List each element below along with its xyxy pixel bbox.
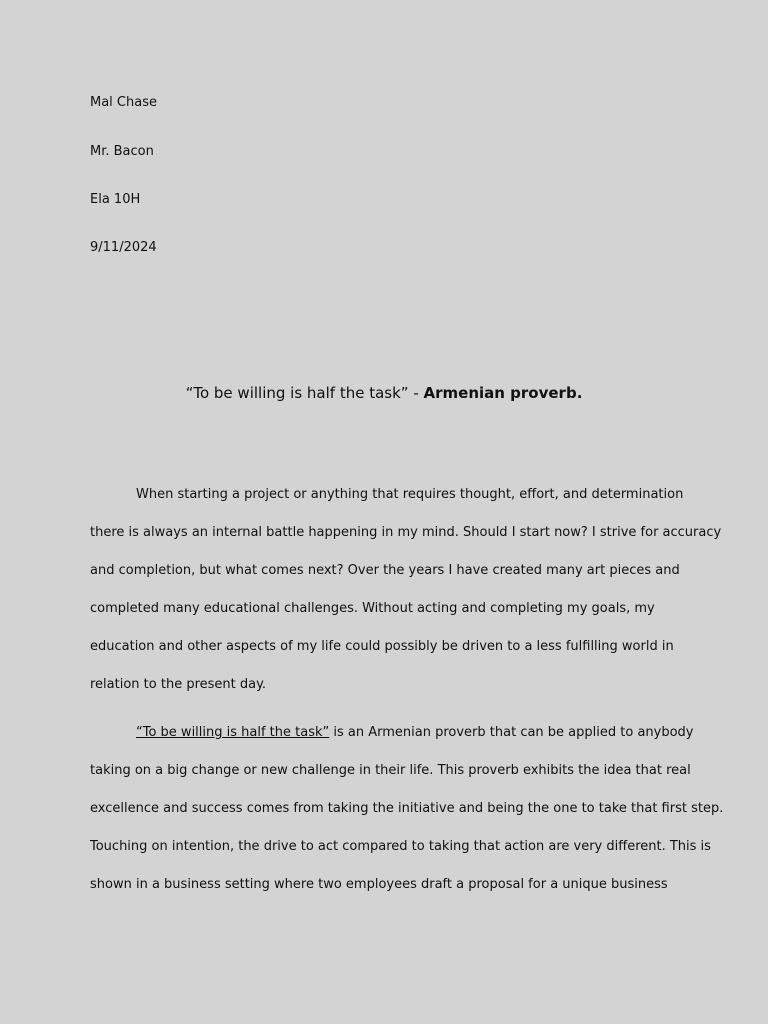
- paragraph-line: education and other aspects of my life could possibly be driven to a less fulfilling world in: [90, 639, 674, 654]
- teacher-name: Mr. Bacon: [90, 144, 154, 159]
- proverb-quote: “To be willing is half the task”: [136, 725, 330, 740]
- document-date: 9/11/2024: [90, 240, 157, 255]
- title-attribution: Armenian proverb.: [423, 384, 583, 402]
- title-quote: “To be willing is half the task”: [185, 384, 409, 402]
- paragraph-line: relation to the present day.: [90, 677, 267, 692]
- paragraph-line: completed many educational challenges. Without acting and completing my goals, my: [90, 601, 655, 616]
- paragraph-line: When starting a project or anything that requires thought, effort, and determination: [136, 487, 684, 502]
- title-separator: -: [408, 384, 424, 402]
- paragraph-line: and completion, but what comes next? Over the years I have created many art pieces and: [90, 563, 680, 578]
- paragraph-line: taking on a big change or new challenge in their life. This proverb exhibits the idea that real: [90, 763, 691, 778]
- author-name: Mal Chase: [90, 95, 157, 110]
- paragraph-1: [90, 487, 722, 715]
- paragraph-line: [90, 725, 694, 763]
- paragraph-line: there is always an internal battle happening in my mind. Should I start now? I strive for accuracy: [90, 525, 722, 540]
- class-name: Ela 10H: [90, 192, 141, 207]
- paragraph-2: [90, 725, 724, 915]
- paragraph-line: excellence and success comes from taking the initiative and being the one to take that first step.: [90, 801, 724, 816]
- paragraph-line: Touching on intention, the drive to act compared to taking that action are very different. This is: [90, 839, 711, 854]
- essay-title: [0, 383, 768, 403]
- paragraph-line: shown in a business setting where two employees draft a proposal for a unique business: [90, 877, 668, 892]
- paragraph-line-rest: is an Armenian proverb that can be applied to anybody: [329, 725, 694, 740]
